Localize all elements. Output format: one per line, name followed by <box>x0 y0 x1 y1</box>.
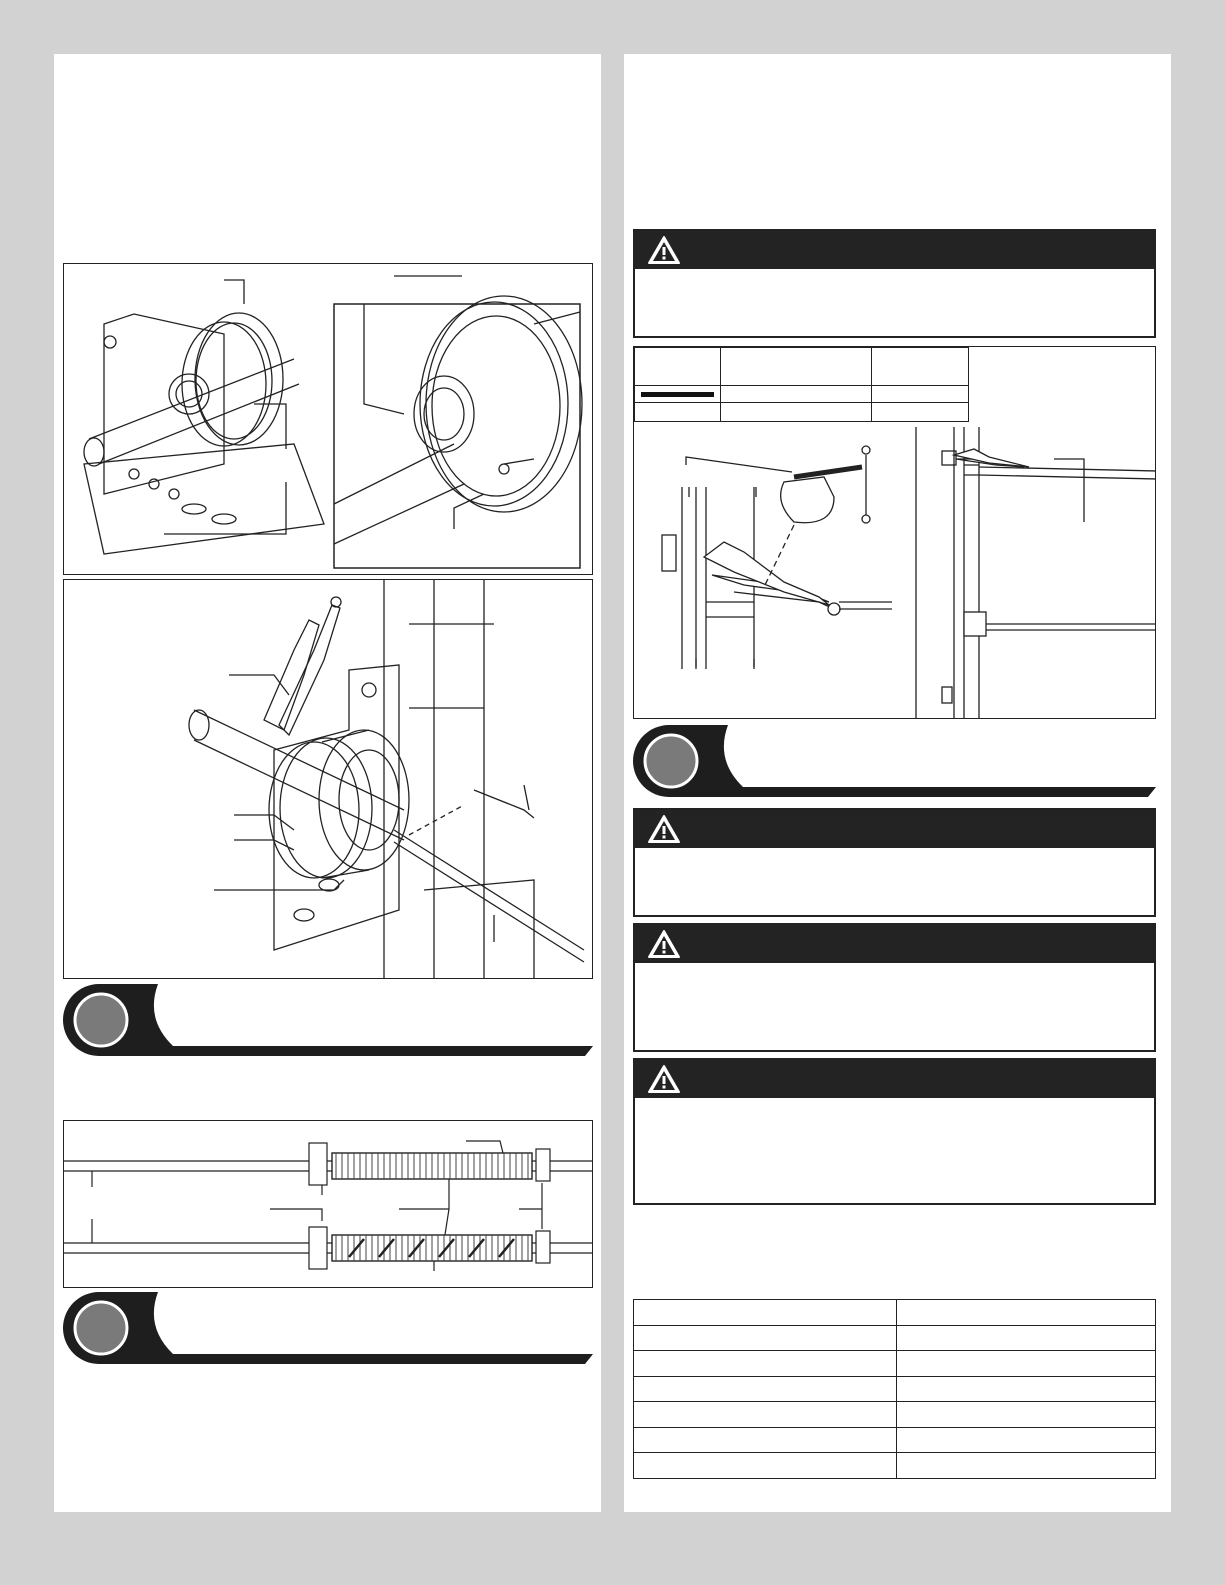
step-banner-shape <box>63 1292 593 1364</box>
warning-header-bar <box>635 810 1154 848</box>
warning-triangle-icon <box>647 235 681 265</box>
step-circle-icon <box>75 1302 127 1354</box>
figure-cable-drum <box>63 263 593 575</box>
cable-drum-illustration <box>64 264 593 575</box>
step-banner-1 <box>63 984 593 1056</box>
warning-box-3 <box>633 923 1156 1052</box>
torsion-springs-illustration <box>64 1121 593 1288</box>
step-banner-shape <box>633 725 1156 797</box>
step-circle-icon <box>645 735 697 787</box>
figure-winding-bar <box>63 579 593 979</box>
right-page-column <box>624 54 1171 1512</box>
warning-triangle-icon <box>647 929 681 959</box>
winding-bar-illustration <box>64 580 593 979</box>
warning-triangle-icon <box>647 814 681 844</box>
step-banner-shape <box>63 984 593 1056</box>
step-banner-3 <box>633 725 1156 797</box>
figure-torsion-springs <box>63 1120 593 1288</box>
figure-clamp-tracks <box>633 346 1156 719</box>
clamp-illustration <box>634 347 1156 719</box>
step-banner-2 <box>63 1292 593 1364</box>
warning-box-2 <box>633 808 1156 917</box>
warning-header-bar <box>635 231 1154 269</box>
warning-header-bar <box>635 925 1154 963</box>
warning-triangle-icon <box>647 1064 681 1094</box>
step-circle-icon <box>75 994 127 1046</box>
wire-size-table <box>633 1299 1156 1479</box>
warning-box-1 <box>633 229 1156 338</box>
warning-header-bar <box>635 1060 1154 1098</box>
left-page-column <box>54 54 601 1512</box>
warning-box-4 <box>633 1058 1156 1205</box>
